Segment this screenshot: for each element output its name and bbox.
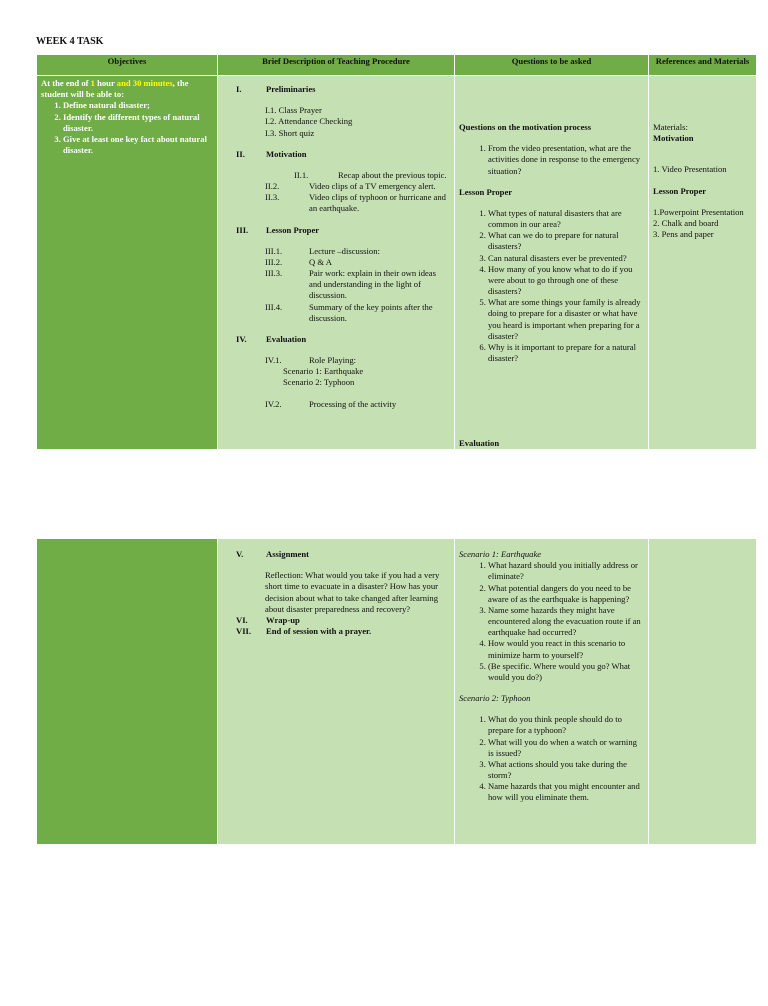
list-item: 3. Give at least one key fact about natural disaster. [63, 134, 213, 156]
list-item: 2. What potential dangers do you need to be aware of as the earthquake is happening? [488, 583, 644, 605]
list-item: 1. Define natural disaster; [63, 100, 213, 111]
references-cell [649, 76, 757, 450]
section-heading: Lesson Proper [653, 185, 707, 196]
section-heading: VI. Wrap-up [236, 614, 300, 625]
list-item: 1. What hazard should you initially address or eliminate? [488, 560, 644, 582]
list-item: 5. What are some things your family is already doing to prepare for a disaster or what have you heard is important when preparing for a disaster? [488, 297, 644, 342]
section-heading: Motivation [653, 133, 694, 144]
objectives-list [41, 100, 213, 156]
section-heading: Scenario 2: Typhoon [459, 693, 531, 704]
list-item: III.2. Q & A [265, 256, 332, 267]
header-references: References and Materials [649, 55, 757, 76]
section-heading: VII. End of session with a prayer. [236, 626, 372, 637]
list-item: IV.1. Role Playing: [265, 355, 357, 366]
list-item: 1. What do you think people should do to prepare for a typhoon? [488, 714, 644, 736]
objectives-intro: At the end of 1 hour and 30 minutes, the student will be able to: [41, 78, 189, 100]
header-objectives: Objectives [37, 55, 218, 76]
list-item: 1. What types of natural disasters that are common in our area? [488, 208, 644, 230]
section-heading: Lesson Proper [459, 186, 513, 197]
objectives-cell [37, 539, 218, 845]
table-header-row [37, 55, 757, 76]
scenario-label: Scenario 1: Earthquake [283, 366, 364, 377]
list-item: 1. Video Presentation [653, 164, 727, 175]
section-heading: Questions on the motivation process [459, 122, 592, 132]
list-item: 2. Identify the different types of natural disaster. [63, 112, 213, 134]
list-item: 1.Powerpoint Presentation [653, 206, 744, 217]
page-title: WEEK 4 TASK [36, 36, 104, 47]
section-heading: IV. Evaluation [236, 333, 307, 344]
list-item: III.1. Lecture –discussion: [265, 245, 380, 256]
list-item: 1. From the video presentation, what are the activities done in response to the emergency situation? [488, 143, 644, 177]
list-item: 5. (Be specific. Where would you go? What would you do?) [488, 661, 644, 683]
motivation-questions [459, 143, 644, 177]
list-item: IV.2. Processing of the activity [265, 398, 397, 409]
list-item: 2. What can we do to prepare for natural disasters? [488, 230, 644, 252]
list-item: I.3. Short quiz [265, 127, 315, 138]
section-heading: II. Motivation [236, 148, 307, 159]
list-item: II.2. Video clips of a TV emergency alert. [265, 181, 436, 192]
section-heading: Evaluation [459, 437, 500, 448]
list-item: 3. Can natural disasters ever be prevented? [488, 253, 644, 264]
procedure-cell [218, 539, 455, 845]
section-heading: V. Assignment [236, 549, 309, 559]
list-item: 2. Chalk and board [653, 217, 719, 228]
list-item: I.2. Attendance Checking [265, 116, 353, 127]
header-procedure: Brief Description of Teaching Procedure [218, 55, 455, 76]
section-heading: Scenario 1: Earthquake [459, 549, 542, 559]
list-item: 2. What will you do when a watch or warning is issued? [488, 737, 644, 759]
list-item: 6. Why is it important to prepare for a natural disaster? [488, 342, 644, 364]
list-item: III.4. Summary of the key points after the discussion. [265, 301, 433, 323]
list-item: III.3. Pair work: explain in their own ideas and understanding in the light of discussion. [265, 268, 436, 301]
list-item: 4. How would you react in this scenario to minimize harm to yourself? [488, 638, 644, 660]
scenario-label: Scenario 2: Typhoon [283, 377, 355, 388]
header-questions: Questions to be asked [455, 55, 649, 76]
section-heading: III. Lesson Proper [236, 224, 320, 235]
references-cell [649, 539, 757, 845]
materials-label: Materials: [653, 122, 688, 132]
section-heading: I. Preliminaries [236, 84, 316, 94]
assignment-text: Reflection: What would you take if you had a very short time to evacuate in a disaster? How has your decision about what to take changed after learning about disaster preparedness and recovery? [265, 570, 440, 614]
list-item: 4. How many of you know what to do if you were about to go through one of these disasters? [488, 264, 644, 298]
lesson-plan-table [36, 54, 757, 450]
table-row [37, 539, 757, 845]
list-item: II.1. Recap about the previous topic. [294, 169, 447, 180]
list-item: II.3. Video clips of typhoon or hurricane and an earthquake. [265, 192, 446, 214]
questions-cell [455, 76, 649, 450]
procedure-cell [218, 76, 455, 450]
scenario2-questions [459, 714, 644, 803]
list-item: 3. What actions should you take during the storm? [488, 759, 644, 781]
list-item: 3. Name some hazards they might have encountered along the evacuation route if an earthquake had occurred? [488, 605, 644, 639]
list-item: 4. Name hazards that you might encounter and how will you eliminate them. [488, 781, 644, 803]
list-item: 3. Pens and paper [653, 229, 714, 240]
list-item: I.1. Class Prayer [265, 105, 322, 116]
table-row [37, 76, 757, 450]
lesson-plan-table-continued [36, 538, 757, 845]
questions-cell [455, 539, 649, 845]
scenario1-questions [459, 560, 644, 683]
lesson-questions [459, 208, 644, 364]
objectives-cell [37, 76, 218, 450]
